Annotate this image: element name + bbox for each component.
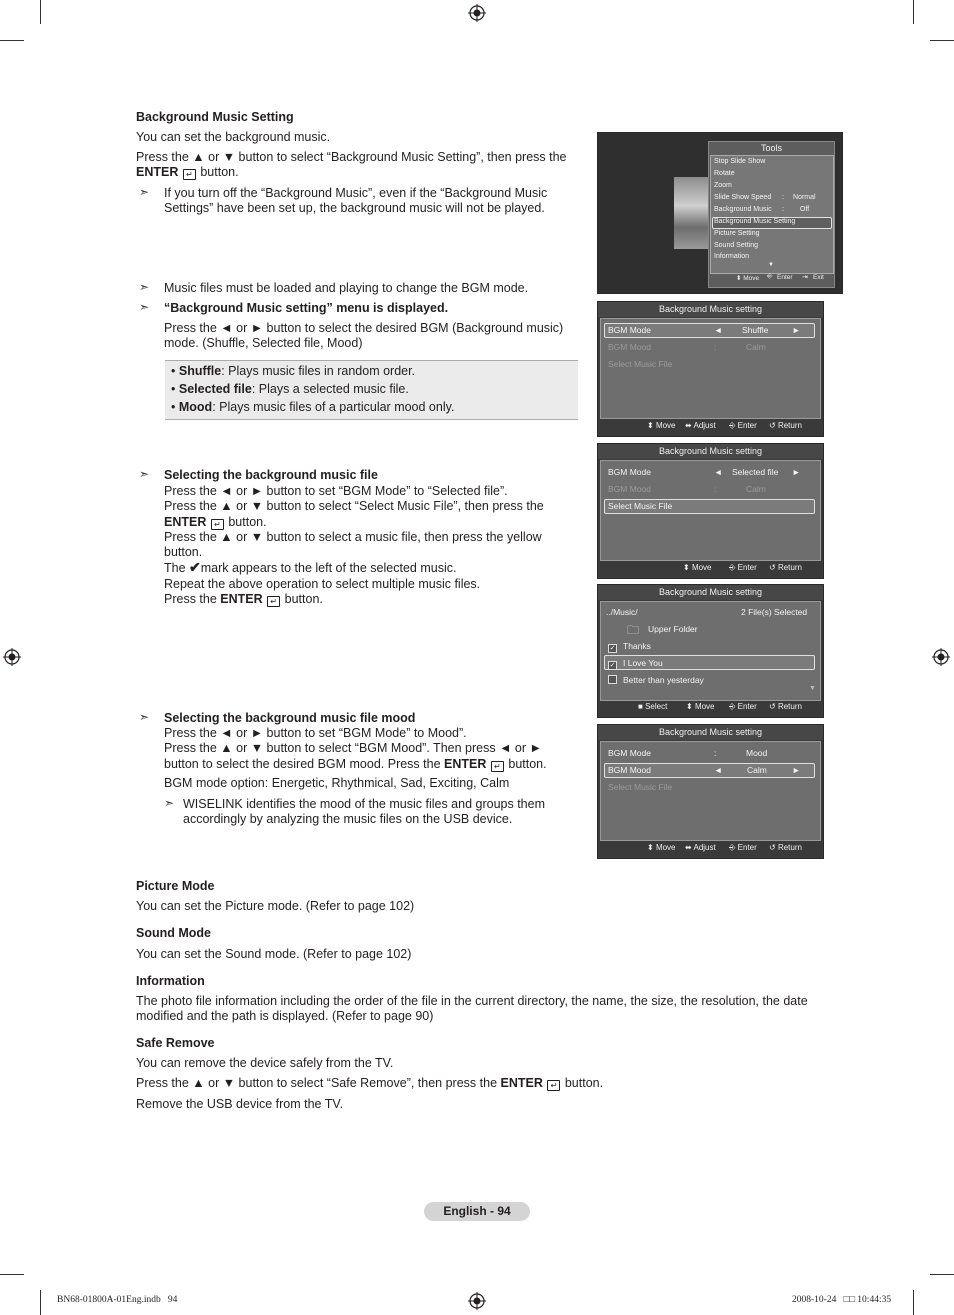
arrow-left-icon[interactable]: ◄: [714, 765, 723, 775]
footer-move: ⬍ Move: [647, 421, 676, 430]
line-text: button.: [508, 756, 547, 771]
checkbox-checked-icon[interactable]: ✓: [609, 662, 616, 669]
footer-return: ↺ Return: [769, 563, 802, 572]
paragraph-text: Press the ▲ or ▼ button to select “Safe Remove”, then press the: [136, 1076, 498, 1090]
footer-adjust: ⬌ Adjust: [685, 843, 716, 852]
line: Press the ▲ or ▼ button to select “Select Music File”, then press the: [164, 499, 544, 514]
bgm-mood-value: Calm: [747, 765, 767, 775]
note-arrow-icon: ➣: [139, 185, 150, 199]
bgm-mood-sep: :: [714, 484, 717, 494]
arrow-left-icon[interactable]: ◄: [714, 325, 723, 335]
bullet-item: • Selected file: Plays a selected music file.: [171, 382, 409, 396]
bullet-item: • Shuffle: Plays music files in random order.: [171, 364, 416, 378]
file-info: BN68-01800A-01Eng.indb 94: [57, 1295, 178, 1305]
tools-item[interactable]: Background Music Setting: [714, 218, 796, 225]
checkbox-checked-icon[interactable]: ✓: [609, 645, 616, 652]
bgm-mood-label[interactable]: BGM Mood: [608, 765, 651, 775]
bgm-mood-value: Calm: [746, 484, 766, 494]
folder-path: ../Music/: [606, 607, 638, 617]
note-heading: “Background Music setting” menu is displayed.: [164, 301, 449, 315]
paragraph: [164, 726, 584, 772]
enter-label: ENTER: [220, 592, 263, 607]
line: [164, 592, 584, 607]
osd-body: [600, 741, 821, 841]
folder-icon: 🗀: [627, 623, 640, 637]
crop-mark: [930, 1274, 954, 1275]
line: Press the ◄ or ► button to set “BGM Mode” to Mood”.: [164, 726, 467, 740]
paragraph: You can set the Sound mode. (Refer to page 102): [136, 947, 412, 961]
note-heading: Selecting the background music file: [164, 468, 378, 482]
bullet-item: • Mood: Plays music files of a particular mood only.: [171, 400, 455, 414]
upper-folder-item[interactable]: Upper Folder: [648, 624, 698, 634]
line-text: button.: [284, 592, 323, 607]
line-text: button to select the desired BGM mood. Press the: [164, 756, 441, 771]
line-text: button.: [228, 514, 267, 529]
osd-title: Background Music setting: [598, 302, 823, 317]
bullet-desc: : Plays music files of a particular mood only.: [212, 400, 455, 414]
footer-return: ↺ Return: [769, 702, 802, 711]
note-arrow-icon: ➣: [164, 796, 175, 810]
footer-enter: ⎆ Enter: [729, 702, 757, 711]
section-title: Information: [136, 974, 205, 988]
bullet-desc: : Plays music files in random order.: [221, 364, 416, 378]
osd-title: Background Music setting: [598, 444, 823, 459]
print-date: 2008-10-24 □□ 10:44:35: [792, 1295, 892, 1305]
checkbox-unchecked-icon[interactable]: [608, 675, 617, 684]
bullet-term: Mood: [178, 400, 213, 414]
bullet-term: Selected file: [178, 382, 252, 396]
bgm-mood-value: Calm: [746, 342, 766, 352]
enter-icon: ↵: [547, 1080, 560, 1091]
exit-icon: ⇥: [802, 274, 808, 281]
bgm-mode-label[interactable]: BGM Mode: [608, 325, 651, 335]
tools-item-sep: :: [782, 206, 784, 213]
registration-mark-icon: [468, 4, 486, 22]
crop-mark: [40, 1290, 41, 1315]
footer-return: ↺ Return: [769, 843, 802, 852]
footer-enter: ⎆ Enter: [729, 563, 757, 572]
enter-label: ENTER: [136, 165, 179, 180]
footer-move: ⬍ Move: [683, 563, 712, 572]
footer-adjust-label: Adjust: [693, 843, 716, 852]
bgm-mode-label[interactable]: BGM Mode: [608, 467, 651, 477]
arrow-right-icon[interactable]: ►: [792, 765, 801, 775]
enter-label: ENTER: [444, 756, 487, 771]
tools-item-value: Off: [800, 206, 810, 213]
footer-enter-label: Enter: [737, 843, 757, 852]
crop-mark: [0, 1274, 24, 1275]
tools-footer-move: ⬍ Move: [736, 275, 760, 282]
footer-move-label: Move: [655, 421, 676, 430]
bgm-mode-label[interactable]: BGM Mode: [608, 748, 651, 758]
checkmark-icon: ✔: [189, 559, 201, 576]
tools-item[interactable]: Rotate: [714, 170, 735, 177]
bgm-mode-value: Shuffle: [742, 325, 769, 335]
footer-enter-label: Enter: [737, 421, 757, 430]
osd-tools-screen: [597, 132, 843, 294]
footer-enter-label: Enter: [737, 563, 757, 572]
page-number-badge: English - 94: [424, 1202, 530, 1221]
select-music-file-label: Select Music File: [608, 359, 673, 369]
enter-label: ENTER: [164, 514, 207, 529]
tools-title: Tools: [760, 143, 782, 153]
footer-move-label: Move: [691, 563, 712, 572]
bgm-mood-sep: :: [714, 342, 717, 352]
osd-file-list-screen: [597, 584, 824, 718]
file-item-i-love-you[interactable]: [608, 658, 663, 670]
line-text: Press the: [164, 592, 217, 607]
footer-return-label: Return: [777, 421, 802, 430]
file-name: I Love You: [623, 658, 663, 668]
photo-thumbnail: [674, 177, 710, 249]
footer-move-label: Move: [655, 843, 676, 852]
bgm-mode-sep: :: [714, 748, 717, 758]
line: Repeat the above operation to select multiple music files.: [164, 576, 481, 591]
paragraph: The photo file information including the order of the file in the current directory, the name, the size, the resolution, the date modified and the path is displayed. (Refer to page 90): [136, 994, 808, 1024]
scroll-down-icon: ▼: [768, 262, 774, 268]
footer-move: ⬍ Move: [647, 843, 676, 852]
footer-adjust: ⬌ Adjust: [685, 421, 716, 430]
enter-icon: ↵: [183, 169, 196, 180]
paragraph: You can remove the device safely from the TV.: [136, 1056, 394, 1070]
osd-body: [600, 318, 821, 419]
footer-return-label: Return: [777, 843, 802, 852]
bgm-mode-value: Selected file: [732, 467, 779, 477]
selected-count: 2 File(s) Selected: [741, 607, 808, 617]
enter-icon: ↵: [491, 761, 504, 772]
tools-item[interactable]: Information: [714, 253, 750, 260]
paragraph: [136, 150, 586, 181]
paragraph: You can set the background music.: [136, 130, 331, 144]
paragraph: Press the ◄ or ► button to select the desired BGM (Background music) mode. (Shuffle, Selected file, Mood): [164, 321, 564, 351]
crop-mark: [913, 0, 914, 24]
tools-item[interactable]: Background Music: [714, 206, 772, 213]
osd-title: Background Music setting: [598, 585, 823, 600]
line: button.: [164, 545, 203, 560]
footer-move: ⬍ Move: [686, 702, 715, 711]
paragraph-text: button.: [564, 1076, 604, 1090]
arrow-right-icon[interactable]: ►: [792, 467, 801, 477]
osd-bgm-selected-screen: [597, 443, 824, 579]
bgm-mood-label: BGM Mood: [608, 484, 651, 494]
arrow-left-icon[interactable]: ◄: [714, 467, 723, 477]
crop-mark: [913, 1290, 914, 1315]
paragraph-text: Press the ▲ or ▼ button to select “Background Music Setting”, then press the: [136, 150, 567, 164]
enter-icon: ↵: [211, 519, 224, 530]
tools-item[interactable]: Stop Slide Show: [714, 158, 766, 165]
footer-select-label: Select: [645, 702, 668, 711]
crop-mark: [0, 40, 24, 41]
footer-enter-label: Enter: [737, 702, 757, 711]
tools-item-value: Normal: [793, 194, 816, 201]
bgm-mode-value: Mood: [746, 748, 768, 758]
scroll-down-icon[interactable]: ▼: [809, 685, 816, 692]
paragraph: Remove the USB device from the TV.: [136, 1097, 344, 1111]
line: Press the ◄ or ► button to set “BGM Mode” to “Selected file”.: [164, 484, 508, 498]
crop-mark: [930, 40, 954, 41]
arrow-right-icon[interactable]: ►: [792, 325, 801, 335]
bullet-desc: : Plays a selected music file.: [251, 382, 409, 396]
registration-mark-icon: [932, 648, 950, 666]
enter-icon: ⎆: [767, 273, 773, 280]
crop-mark: [40, 0, 41, 24]
paragraph: [136, 1076, 603, 1091]
section-title: Picture Mode: [136, 879, 215, 893]
note: Music files must be loaded and playing to change the BGM mode.: [164, 281, 529, 295]
note-arrow-icon: ➣: [139, 467, 150, 481]
file-name: Better than yesterday: [623, 675, 704, 685]
footer-select: ■ Select: [638, 702, 668, 711]
registration-mark-icon: [3, 648, 21, 666]
footer-return-label: Return: [777, 563, 802, 572]
paragraph-text: button.: [200, 165, 239, 180]
section-title: Background Music Setting: [136, 110, 294, 124]
footer-return-label: Return: [777, 702, 802, 711]
section-title: Safe Remove: [136, 1036, 215, 1050]
file-item-thanks[interactable]: [608, 641, 651, 653]
section-title: Sound Mode: [136, 926, 211, 940]
paragraph: BGM mode option: Energetic, Rhythmical, Sad, Exciting, Calm: [164, 776, 510, 790]
tools-list: [710, 155, 834, 274]
select-music-file-label: Select Music File: [608, 782, 673, 792]
osd-body: [600, 601, 821, 701]
bgm-mood-label: BGM Mood: [608, 342, 651, 352]
tools-footer-exit: Exit: [813, 274, 824, 281]
enter-icon: ↵: [267, 596, 280, 607]
line-text: mark appears to the left of the selected music.: [200, 561, 457, 576]
tools-item[interactable]: Slide Show Speed: [714, 194, 772, 201]
footer-adjust-label: Adjust: [693, 421, 716, 430]
tools-item[interactable]: Zoom: [714, 182, 732, 189]
osd-bgm-mood-screen: [597, 724, 824, 859]
note-arrow-icon: ➣: [139, 300, 150, 314]
osd-body: [600, 460, 821, 561]
tools-item-sep: :: [782, 194, 784, 201]
enter-label: ENTER: [500, 1076, 543, 1090]
paragraph: [164, 484, 584, 607]
tools-footer-enter: Enter: [777, 274, 793, 281]
line: Press the ▲ or ▼ button to select a music file, then press the yellow: [164, 529, 542, 544]
note-heading: Selecting the background music file mood: [164, 711, 416, 725]
line: [164, 560, 584, 576]
osd-title: Background Music setting: [598, 725, 823, 740]
note: If you turn off the “Background Music”, even if the “Background Music Settings” have been set up, the background music will not be played.: [164, 186, 548, 216]
osd-bgm-shuffle-screen: [597, 301, 824, 437]
footer-move-label: Move: [694, 702, 715, 711]
tools-item[interactable]: Sound Setting: [714, 242, 758, 249]
tools-item[interactable]: Picture Setting: [714, 230, 760, 237]
line: [164, 515, 584, 530]
bullet-term: Shuffle: [178, 364, 222, 378]
line-text: The: [164, 561, 186, 576]
note-arrow-icon: ➣: [139, 710, 150, 724]
select-music-file-label[interactable]: Select Music File: [608, 501, 673, 511]
line: Press the ▲ or ▼ button to select “BGM Mood”. Then press ◄ or ►: [164, 741, 542, 756]
registration-mark-icon: [468, 1292, 486, 1310]
line: [164, 757, 584, 772]
file-item-better-than-yesterday[interactable]: [608, 675, 704, 685]
footer-enter: ⎆ Enter: [729, 421, 757, 430]
paragraph: You can set the Picture mode. (Refer to page 102): [136, 899, 415, 913]
file-name: Thanks: [623, 641, 651, 651]
footer-return: ↺ Return: [769, 421, 802, 430]
note: WISELINK identifies the mood of the music files and groups them accordingly by analyzing the music files on the USB device.: [183, 797, 545, 827]
note-arrow-icon: ➣: [139, 280, 150, 294]
tools-menu: [708, 141, 835, 288]
footer-enter: ⎆ Enter: [729, 843, 757, 852]
